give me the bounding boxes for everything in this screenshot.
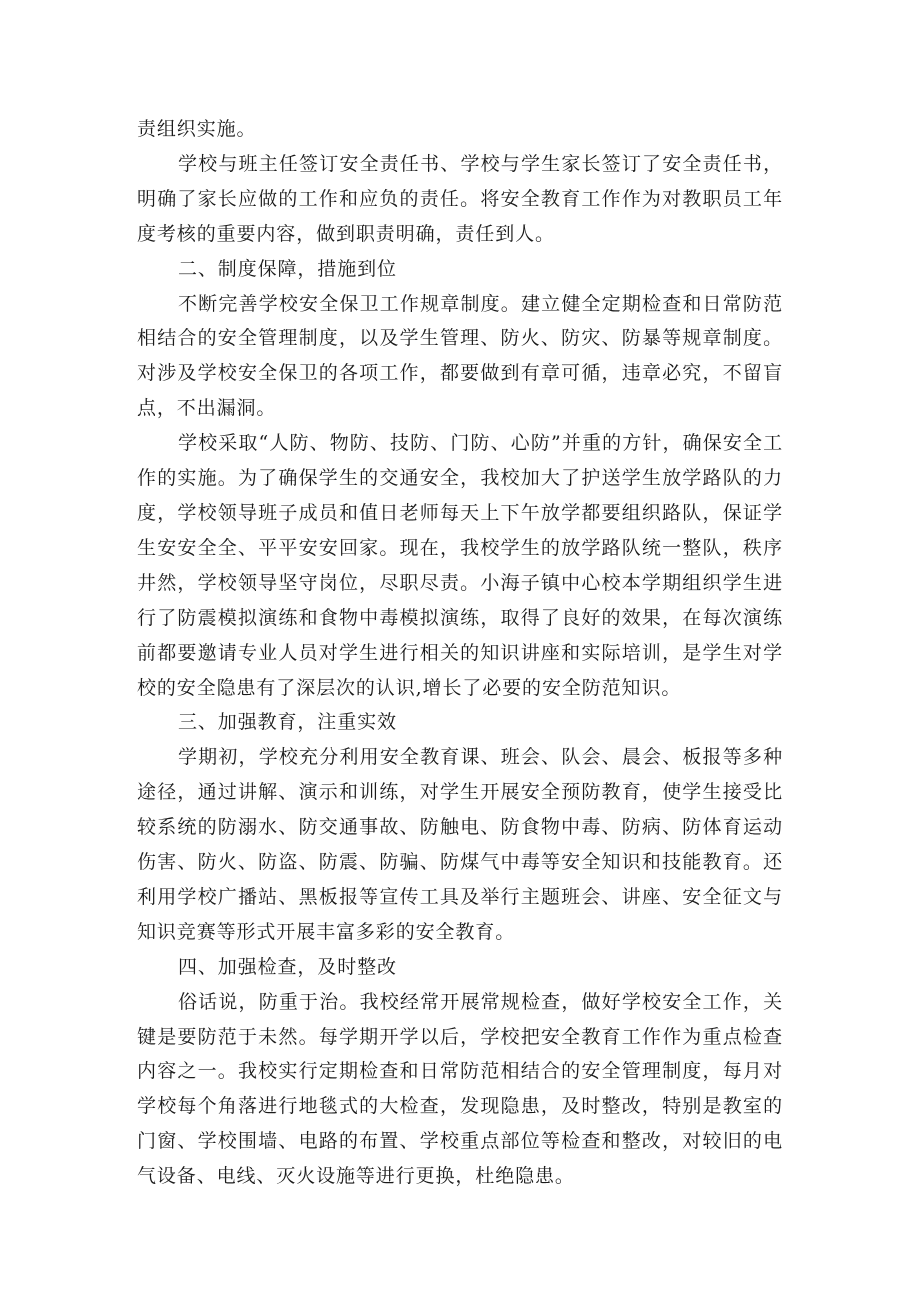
section-heading-3: 三、加强教育，注重实效 — [178, 711, 397, 734]
document-body — [137, 112, 783, 1194]
paragraph-regulations: 不断完善学校安全保卫工作规章制度。建立健全定期检查和日常防范相结合的安全管理制度，以及学生管理、防火、防灾、防暴等规章制度。对涉及学校安全保卫的各项工作，都要做到有章可循，违章必究，不留盲点，不出漏洞。 — [137, 292, 783, 420]
paragraph-responsibility: 学校与班主任签订安全责任书、学校与学生家长签订了安全责任书，明确了家长应做的工作和应负的责任。将安全教育工作作为对教职员工年度考核的重要内容，做到职责明确，责任到人。 — [137, 152, 783, 245]
paragraph-education: 学期初，学校充分利用安全教育课、班会、队会、晨会、板报等多种途径，通过讲解、演示和训练，对学生开展安全预防教育，使学生接受比较系统的防溺水、防交通事故、防触电、防食物中毒、防病、防体育运动伤害、防火、防盗、防震、防骗、防煤气中毒等安全知识和技能教育。还利用学校广播站、黑板报等宣传工具及举行主题班会、讲座、安全征文与知识竞赛等形式开展丰富多彩的安全教育。 — [137, 746, 783, 943]
paragraph-safety-measures: 学校采取“人防、物防、技防、门防、心防”并重的方针，确保安全工作的实施。为了确保学生的交通安全，我校加大了护送学生放学路队的力度，学校领导班子成员和值日老师每天上下午放学都要组织路队，保证学生安安全全、平平安安回家。现在，我校学生的放学路队统一整队，秩序井然，学校领导坚守岗位，尽职尽责。小海子镇中心校本学期组织学生进行了防震模拟演练和食物中毒模拟演练，取得了良好的效果，在每次演练前都要邀请专业人员对学生进行相关的知识讲座和实际培训，是学生对学校的安全隐患有了深层次的认识,增长了必要的安全防范知识。 — [137, 432, 783, 699]
paragraph-continuation: 责组织实施。 — [137, 118, 257, 140]
section-heading-2: 二、制度保障，措施到位 — [178, 257, 397, 280]
section-heading-4: 四、加强检查，及时整改 — [178, 955, 397, 978]
paragraph-inspection: 俗话说，防重于治。我校经常开展常规检查，做好学校安全工作，关键是要防范于未然。每学期开学以后，学校把安全教育工作作为重点检查内容之一。我校实行定期检查和日常防范相结合的安全管理制度，每月对学校每个角落进行地毯式的大检查，发现隐患，及时整改，特别是教室的门窗、学校围墙、电路的布置、学校重点部位等检查和整改，对较旧的电气设备、电线、灭火设施等进行更换，杜绝隐患。 — [137, 990, 783, 1188]
